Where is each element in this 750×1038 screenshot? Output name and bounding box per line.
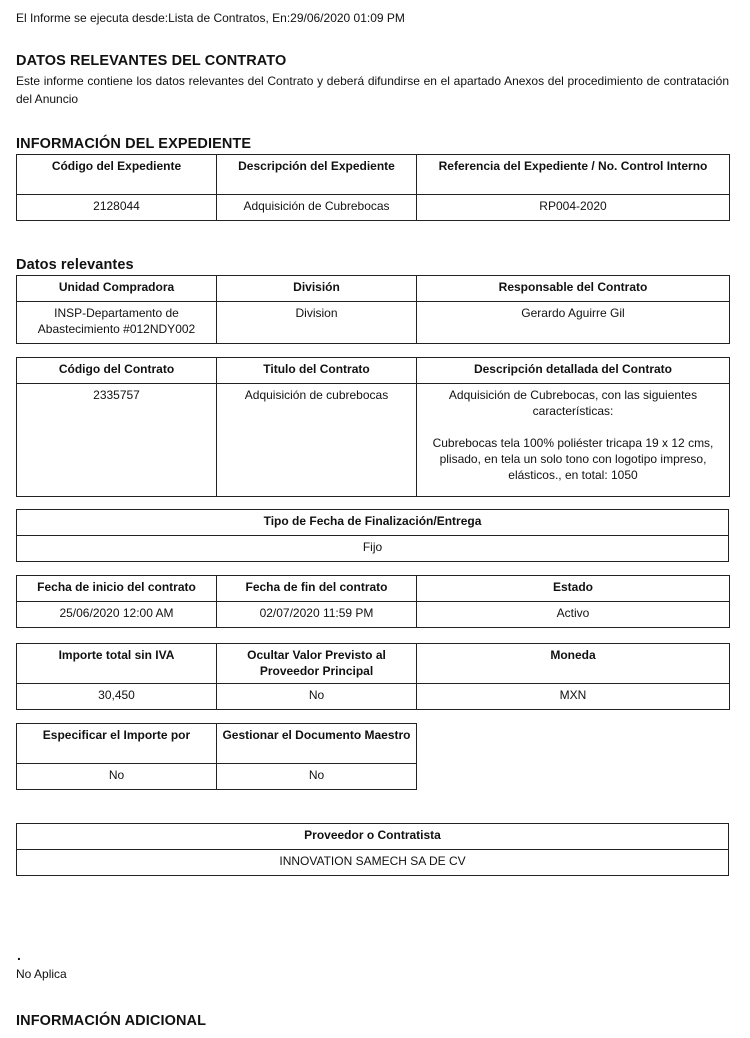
header-descripcion-contrato: Descripción detallada del Contrato (417, 358, 730, 384)
descripcion-contrato-line-1: Adquisición de Cubrebocas, con las siguientes características: (448, 388, 698, 418)
header-fecha-fin: Fecha de fin del contrato (217, 576, 417, 602)
fechas-table (16, 575, 730, 628)
descripcion-expediente-value: Adquisición de Cubrebocas (217, 195, 417, 221)
division-value: Division (217, 302, 417, 344)
expediente-heading: INFORMACIÓN DEL EXPEDIENTE (16, 136, 252, 152)
header-codigo-expediente: Código del Expediente (17, 155, 217, 195)
importe-total-value: 30,450 (17, 684, 217, 710)
unidad-compradora-value: INSP-Departamento de Abastecimiento #012NDY002 (17, 302, 217, 344)
proveedor-table (16, 823, 729, 876)
unidad-table (16, 275, 730, 344)
tipo-fecha-value: Fijo (17, 536, 729, 562)
header-importe-total: Importe total sin IVA (17, 644, 217, 684)
codigo-expediente-value: 2128044 (17, 195, 217, 221)
fecha-fin-value: 02/07/2020 11:59 PM (217, 602, 417, 628)
titulo-contrato-value: Adquisición de cubrebocas (217, 384, 417, 497)
descripcion-contrato-value (417, 384, 730, 497)
page-title: DATOS RELEVANTES DEL CONTRATO (16, 53, 287, 69)
header-referencia-expediente: Referencia del Expediente / No. Control Interno (417, 155, 730, 195)
header-fecha-inicio: Fecha de inicio del contrato (17, 576, 217, 602)
expediente-table (16, 154, 730, 221)
header-moneda: Moneda (417, 644, 730, 684)
info-adicional-heading: INFORMACIÓN ADICIONAL (16, 1013, 207, 1029)
especificar-importe-value: No (17, 764, 217, 790)
header-titulo-contrato: Titulo del Contrato (217, 358, 417, 384)
especificar-table (16, 723, 417, 790)
no-aplica-text: No Aplica (16, 967, 67, 981)
header-ocultar-valor: Ocultar Valor Previsto al Proveedor Principal (217, 644, 417, 684)
header-division: División (217, 276, 417, 302)
datos-relevantes-heading: Datos relevantes (16, 257, 134, 273)
header-especificar-importe: Especificar el Importe por (17, 724, 217, 764)
separator-dot: . (17, 947, 21, 963)
contrato-table (16, 357, 730, 497)
header-responsable: Responsable del Contrato (417, 276, 730, 302)
tipo-fecha-table (16, 509, 729, 562)
header-descripcion-expediente: Descripción del Expediente (217, 155, 417, 195)
header-codigo-contrato: Código del Contrato (17, 358, 217, 384)
intro-text: Este informe contiene los datos relevantes del Contrato y deberá difundirse en el apartado Anexos del procedimiento de contratación del Anuncio (16, 74, 729, 106)
header-proveedor: Proveedor o Contratista (17, 824, 729, 850)
header-unidad-compradora: Unidad Compradora (17, 276, 217, 302)
header-estado: Estado (417, 576, 730, 602)
gestionar-documento-value: No (217, 764, 417, 790)
ocultar-valor-value: No (217, 684, 417, 710)
report-run-info: El Informe se ejecuta desde:Lista de Contratos, En:29/06/2020 01:09 PM (16, 11, 405, 25)
referencia-expediente-value: RP004-2020 (417, 195, 730, 221)
header-gestionar-documento: Gestionar el Documento Maestro (217, 724, 417, 764)
estado-value: Activo (417, 602, 730, 628)
header-tipo-fecha: Tipo de Fecha de Finalización/Entrega (17, 510, 729, 536)
descripcion-contrato-line-2: Cubrebocas tela 100% poliéster tricapa 19 x 12 cms, plisado, en tela un solo tono con logotipo impreso, elásticos., en total: 1050 (432, 436, 714, 482)
responsable-value: Gerardo Aguirre Gil (417, 302, 730, 344)
moneda-value: MXN (417, 684, 730, 710)
codigo-contrato-value: 2335757 (17, 384, 217, 497)
importe-table (16, 643, 730, 710)
fecha-inicio-value: 25/06/2020 12:00 AM (17, 602, 217, 628)
proveedor-value: INNOVATION SAMECH SA DE CV (17, 850, 729, 876)
